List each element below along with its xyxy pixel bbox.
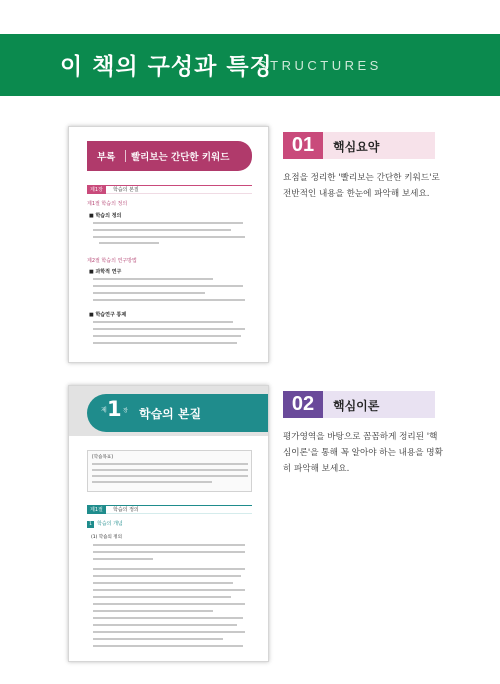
text-line [92, 463, 248, 465]
text-line [93, 568, 245, 570]
feature-description: 평가영역을 바탕으로 꼼꼼하게 정리된 '핵심이론'을 통해 꼭 알아야 하는 내용을 명확히 파악해 보세요. [283, 432, 443, 474]
text-line [93, 589, 245, 591]
text-line [92, 481, 212, 483]
text-line [92, 469, 248, 471]
text-line [93, 299, 245, 301]
text-line [92, 475, 248, 477]
chapter-strip [87, 505, 252, 514]
text-line [93, 278, 213, 280]
sub-title: ■ 과학적 연구 [89, 269, 122, 275]
text-line [93, 342, 237, 344]
text-line [93, 285, 243, 287]
text-line [93, 610, 213, 612]
chapter-page-thumbnail [68, 385, 269, 662]
chapter-tag: 제1절 [87, 506, 106, 514]
chapter-tag: 제1장 [87, 186, 106, 194]
sub-title: ■ 학습연구 통제 [89, 312, 127, 318]
feature-name-bar [323, 132, 435, 159]
text-line [93, 603, 245, 605]
text-line [93, 617, 243, 619]
text-line [93, 544, 245, 546]
feature-number: 02 [283, 391, 323, 418]
section-title: 제1절 학습의 정의 [87, 201, 128, 207]
chapter-banner-band [87, 394, 269, 432]
text-line [93, 582, 233, 584]
appendix-page-thumbnail [68, 126, 269, 363]
feature-number: 01 [283, 132, 323, 159]
banner-divider [125, 150, 126, 162]
text-line [93, 596, 231, 598]
text-line [93, 551, 245, 553]
chapter-strip [87, 185, 252, 194]
text-line [93, 575, 241, 577]
chapter-banner [69, 386, 269, 436]
text-line [93, 236, 245, 238]
text-line [93, 645, 243, 647]
feature-name: 핵심이론 [333, 399, 380, 413]
text-line [93, 335, 241, 337]
appendix-title: 빨리보는 간단한 키워드 [131, 152, 230, 163]
chapter-prefix: 제 [101, 407, 107, 414]
chapter-number: 1 [107, 397, 122, 421]
feature-name-bar [323, 391, 435, 418]
text-line [93, 222, 243, 224]
text-line [93, 328, 245, 330]
text-line [99, 242, 159, 244]
feature-description: 요점을 정리한 '빨리보는 간단한 키워드'로 전반적인 내용을 한눈에 파악해 보세요. [283, 173, 440, 199]
text-line [93, 229, 231, 231]
learning-goal-box [87, 450, 252, 492]
text-line [93, 292, 205, 294]
text-line [93, 631, 245, 633]
appendix-label: 부록 [97, 152, 116, 163]
text-line [93, 321, 233, 323]
chapter-name: 학습의 정의 [113, 507, 139, 513]
appendix-banner [87, 141, 252, 171]
chapter-suffix: 장 [123, 408, 128, 414]
chapter-title: 학습의 본질 [139, 407, 202, 421]
page-subtitle: STRUCTURES [258, 58, 382, 73]
item-heading: (1) 학습의 정의 [91, 535, 122, 540]
section-title: 제2절 학습의 연구방법 [87, 258, 137, 264]
page-header [0, 34, 500, 96]
sub-title: ■ 학습의 정의 [89, 213, 122, 219]
learning-goal-heading: [학습목표] [92, 455, 113, 460]
text-line [93, 624, 237, 626]
section-label: 학습의 개념 [97, 521, 123, 527]
chapter-name: 학습의 본질 [113, 187, 139, 193]
page-title: 이 책의 구성과 특징 [60, 54, 273, 80]
feature-name: 핵심요약 [333, 140, 380, 154]
text-line [93, 558, 153, 560]
section-number: 1 [87, 521, 94, 528]
text-line [93, 638, 223, 640]
